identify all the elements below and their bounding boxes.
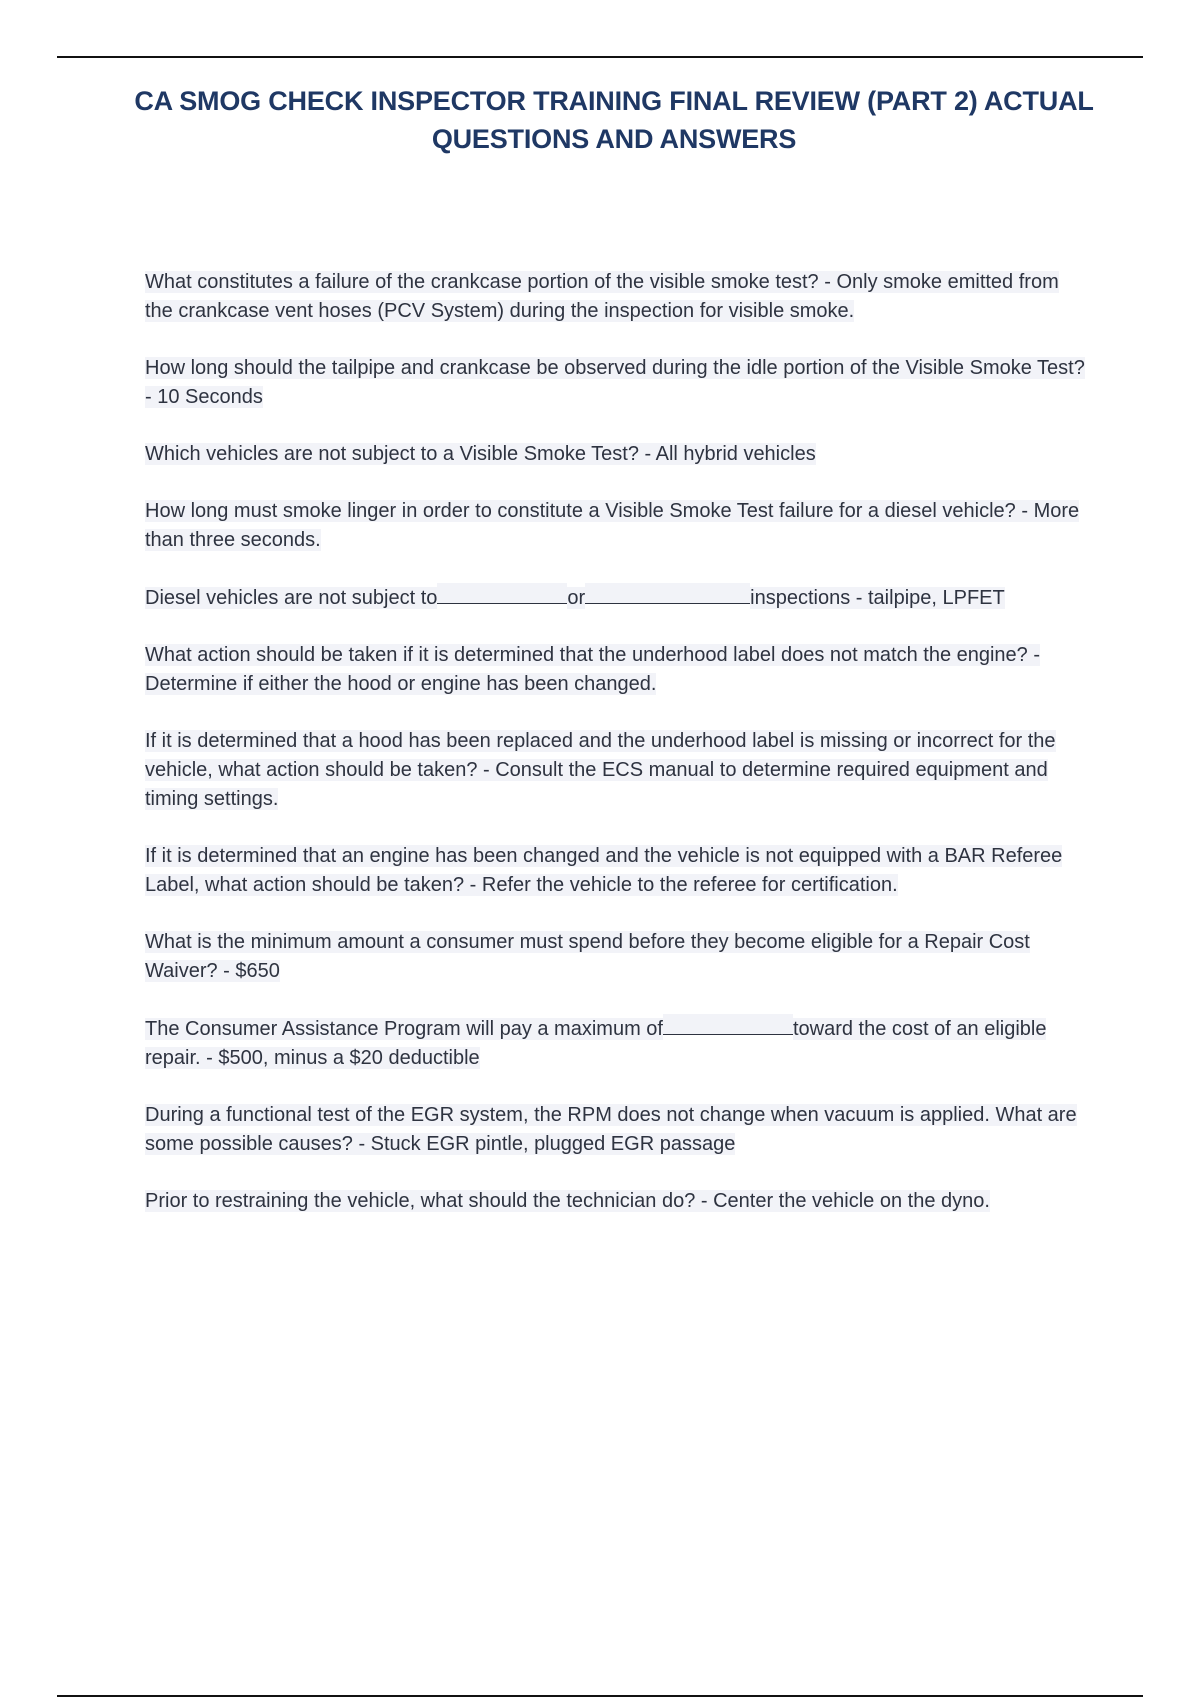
qa-text-part: or [567,587,586,609]
fill-in-blank [437,583,567,604]
qa-list [145,268,1085,1244]
qa-item-10 [145,1014,1085,1073]
qa-item-6 [145,641,1085,699]
qa-text: What action should be taken if it is determined that the underhood label does not match the engine? - Determine if either the hood or engine has been changed. [145,644,1041,695]
qa-text: During a functional test of the EGR system, the RPM does not change when vacuum is applied. What are some possible causes? - Stuck EGR pintle, plugged EGR passage [145,1104,1077,1155]
qa-item-11 [145,1101,1085,1159]
qa-text-part: toward the cost of an eligible repair. - $500, minus a $20 deductible [145,1018,1047,1069]
qa-item-8 [145,842,1085,900]
qa-text: Prior to restraining the vehicle, what should the technician do? - Center the vehicle on the dyno. [145,1190,990,1212]
document-title: CA SMOG CHECK INSPECTOR TRAINING FINAL REVIEW (PART 2) ACTUAL QUESTIONS AND ANSWERS [134,86,1094,154]
qa-text: Which vehicles are not subject to a Visible Smoke Test? - All hybrid vehicles [145,443,816,465]
qa-item-7 [145,727,1085,814]
qa-item-4 [145,497,1085,555]
fill-in-blank [663,1014,793,1035]
qa-text: If it is determined that a hood has been replaced and the underhood label is missing or incorrect for the vehicle, what action should be taken? - Consult the ECS manual to determine required equipment and timing settings. [145,730,1056,810]
qa-item-2 [145,354,1085,412]
qa-item-1 [145,268,1085,326]
top-rule [57,56,1143,58]
qa-text-part: Diesel vehicles are not subject to [145,587,438,609]
qa-item-3 [145,440,1085,469]
qa-item-9 [145,928,1085,986]
fill-in-blank [585,583,750,604]
qa-text-part: inspections - tailpipe, LPFET [750,587,1005,609]
qa-text: How long should the tailpipe and crankcase be observed during the idle portion of the Visible Smoke Test? - 10 Seconds [145,357,1085,408]
qa-text: How long must smoke linger in order to constitute a Visible Smoke Test failure for a diesel vehicle? - More than three seconds. [145,500,1080,551]
qa-text: If it is determined that an engine has been changed and the vehicle is not equipped with a BAR Referee Label, what action should be taken? - Refer the vehicle to the referee for certification. [145,845,1063,896]
bottom-rule [57,1695,1143,1697]
qa-text-part: The Consumer Assistance Program will pay a maximum of [145,1018,663,1040]
qa-text: What is the minimum amount a consumer must spend before they become eligible for a Repair Cost Waiver? - $650 [145,931,1030,982]
qa-item-5 [145,583,1085,613]
qa-text: What constitutes a failure of the crankcase portion of the visible smoke test? - Only smoke emitted from the crankcase vent hoses (PCV System) during the inspection for visible smoke. [145,271,1059,322]
qa-item-12 [145,1187,1085,1216]
